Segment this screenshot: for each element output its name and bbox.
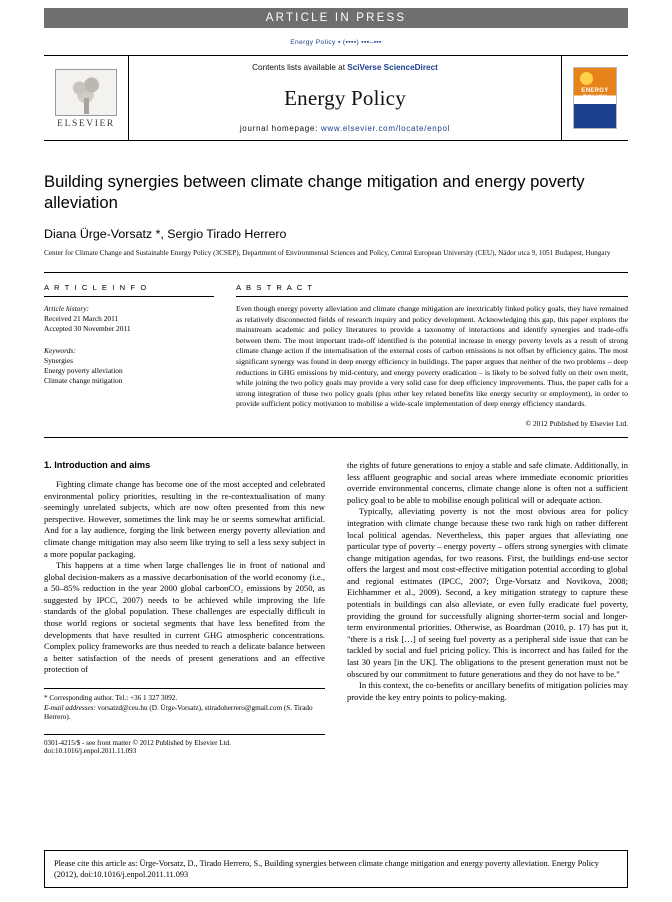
abstract-text: Even though energy poverty alleviation and climate change mitigation are inextricably linked policy goals, they have remained as relatively disconnected fields of research inquiry and policy development. Acknowledging this gap, this paper explores the mainstream academic and policy literatures to provide a taxonomy of interactions and identify synergies and trade-offs between them. The most important trade-off identified is the potential increase in energy poverty levels as a result of strong climate change action if the internalisation of the external costs of carbon emissions is not offset by efficiency gains. The most significant synergy was found in deep energy efficiency in buildings. The paper argues that neither of the two problems – deep reductions in GHG emissions by mid-century, and energy poverty eradication – is likely to be solved fully on their own merit, while joining the two policy goals may provide a very solid case for deep efficiency improvements. Thus, the paper calls for a strong integration of these two policy goals (plus other key related benefits like energy security or employment), in order to provide sufficient policy motivation to mobilise a wide-scale implementation of deep energy efficiency standards. xyxy=(236,304,628,409)
body-paragraph: Fighting climate change has become one of the most accepted and celebrated environmental policy priorities, resulting in the re-contextualisation of many seemingly unrelated subjects, which are now often presented from this new perspective. However, sometimes the link may be or seems somewhat artificial. And for a lay audience, forging the link between energy poverty alleviation and climate change mitigation may also seem like trying to sell a less sexy subject in a more popular packaging. xyxy=(44,478,325,559)
sun-icon xyxy=(580,72,593,85)
keywords-label: Keywords: xyxy=(44,345,76,355)
issn-line: 0301-4215/$ - see front matter © 2012 Published by Elsevier Ltd. xyxy=(44,738,231,747)
contents-prefix: Contents lists available at xyxy=(252,63,348,72)
homepage-prefix: journal homepage: xyxy=(239,124,321,133)
corresponding-author-note: * Corresponding author. Tel.: +36 1 327 3092. xyxy=(44,694,178,703)
doi-line[interactable]: doi:10.1016/j.enpol.2011.11.093 xyxy=(44,746,137,755)
history-accepted: Accepted 30 November 2011 xyxy=(44,324,131,334)
cover-label: ENERGY POLICY xyxy=(581,88,609,101)
abstract-heading: A B S T R A C T xyxy=(236,283,628,297)
info-spacer xyxy=(44,335,214,346)
body-right-column xyxy=(347,460,628,755)
article-info-heading: A R T I C L E I N F O xyxy=(44,283,214,297)
article-page xyxy=(0,8,672,902)
issn-block xyxy=(44,734,325,755)
abstract-copyright: © 2012 Published by Elsevier Ltd. xyxy=(525,418,628,428)
body-paragraph: Typically, alleviating poverty is not the most obvious area for policy integration with climate change because these two rank high on rather different local political agendas. Nevertheless, this paper argues that alleviating one particular type of poverty – energy poverty – offers strong synergies with climate change mitigation agendas, for two reasons. First, the buildings end-use sector offers the largest and most cost-effective mitigation potential according to global and regional estimates (IPCC, 2007; Ürge-Vorsatz and Novikova, 2008; Eichhammer et al., 2009). Second, a key mitigation strategy to capture these potentials in buildings can also alleviate, or even fully eradicate fuel poverty, providing the ground for successfully aligning shorter-term social and longer-term environmental priorities. Otherwise, as Boardman (2010, p. 17) has put it, "there is a risk […] of seeing fuel poverty as a peripheral side issue that can be tackled by social and fuel pricing policy. This is incorrect and has failed for the last 30 years [in the UK]. The obligations to the present generation must not be obscured by our commitment to future generations and they do not have to be." xyxy=(347,506,628,679)
article-in-press-banner: ARTICLE IN PRESS xyxy=(44,8,628,28)
footnote-block xyxy=(44,688,325,723)
author-list: Diana Ürge-Vorsatz *, Sergio Tirado Herrero xyxy=(44,227,287,241)
body-paragraph: This happens at a time when large challenges lie in front of national and global decision-makers as a massive decarbonisation of the world economy (i.e., a 50–85% reduction in the year 2000 global carbonCO₂ emissions by 2050, as suggested by IPCC, 2007) needs to be achieved while improving the life standards of the global population. These challenges are especially difficult in those world regions or societal segments that have less benefited from the developments that have resulted in current GHG atmospheric concentrations. Complex policy frameworks are thus needed to reach a delicate balance between a better satisfaction of the needs of present generations and an effective protection of xyxy=(44,560,325,675)
journal-header-center xyxy=(128,56,562,140)
article-history xyxy=(44,304,214,335)
email-note xyxy=(44,704,325,723)
body-paragraph: the rights of future generations to enjoy a stable and safe climate. Additionally, in less affluent geographic and social areas where immediate economic priorities override environmental concerns, climate change alone is often not a sufficient policy goal to be able to mobilise enough political will or adequate action. xyxy=(347,459,628,505)
info-abstract-row xyxy=(44,283,628,428)
cover-wave-shape xyxy=(574,104,616,128)
journal-cover-thumb xyxy=(562,56,628,140)
publisher-logo xyxy=(44,56,128,140)
elsevier-wordmark: ELSEVIER xyxy=(57,118,115,129)
body-left-column xyxy=(44,460,325,755)
journal-title: Energy Policy xyxy=(284,85,406,110)
section-heading-introduction: 1. Introduction and aims xyxy=(44,459,151,470)
info-rule-top xyxy=(44,272,628,273)
keyword-item: Climate change mitigation xyxy=(44,376,123,386)
keyword-item: Energy poverty alleviation xyxy=(44,366,123,376)
homepage-line xyxy=(240,124,450,133)
elsevier-tree-icon xyxy=(55,69,117,116)
keyword-item: Synergies xyxy=(44,355,74,365)
body-columns xyxy=(44,460,628,755)
affiliation: Center for Climate Change and Sustainable Energy Policy (3CSEP), Department of Environmental Sciences and Policy, Central European University (CEU), Nádor utca 9, 1051 Budapest, Hungary xyxy=(44,249,611,257)
contents-line xyxy=(252,63,438,72)
abstract-column xyxy=(236,283,628,428)
info-rule-bottom xyxy=(44,437,628,438)
citation-box: Please cite this article as: Ürge-Vorsatz, D., Tirado Herrero, S., Building synergies between climate change mitigation and energy poverty alleviation. Energy Policy (2012), doi:10.1016/j.enpol.2011.11.093 xyxy=(44,850,628,888)
journal-header xyxy=(44,55,628,141)
history-label: Article history: xyxy=(44,304,89,313)
sciencedirect-link[interactable]: SciVerse ScienceDirect xyxy=(347,63,438,72)
page-title: Building synergies between climate change mitigation and energy poverty alleviation xyxy=(44,172,585,212)
email-addresses[interactable]: vorsatzd@ceu.hu (D. Ürge-Vorsatz), stiradoherrero@gmail.com (S. Tirado Herrero). xyxy=(44,703,313,722)
history-received: Received 21 March 2011 xyxy=(44,314,119,324)
homepage-url[interactable]: www.elsevier.com/locate/enpol xyxy=(320,124,451,133)
email-label: E-mail addresses: xyxy=(44,703,96,712)
energy-policy-cover-image xyxy=(573,67,617,129)
running-head: Energy Policy ▪ (▪▪▪▪) ▪▪▪–▪▪▪ xyxy=(290,39,382,46)
article-info-column xyxy=(44,283,214,428)
body-paragraph: In this context, the co-benefits or ancillary benefits of mitigation policies may provide the key entry points to policy-making. xyxy=(347,680,628,702)
keywords-block xyxy=(44,346,214,387)
